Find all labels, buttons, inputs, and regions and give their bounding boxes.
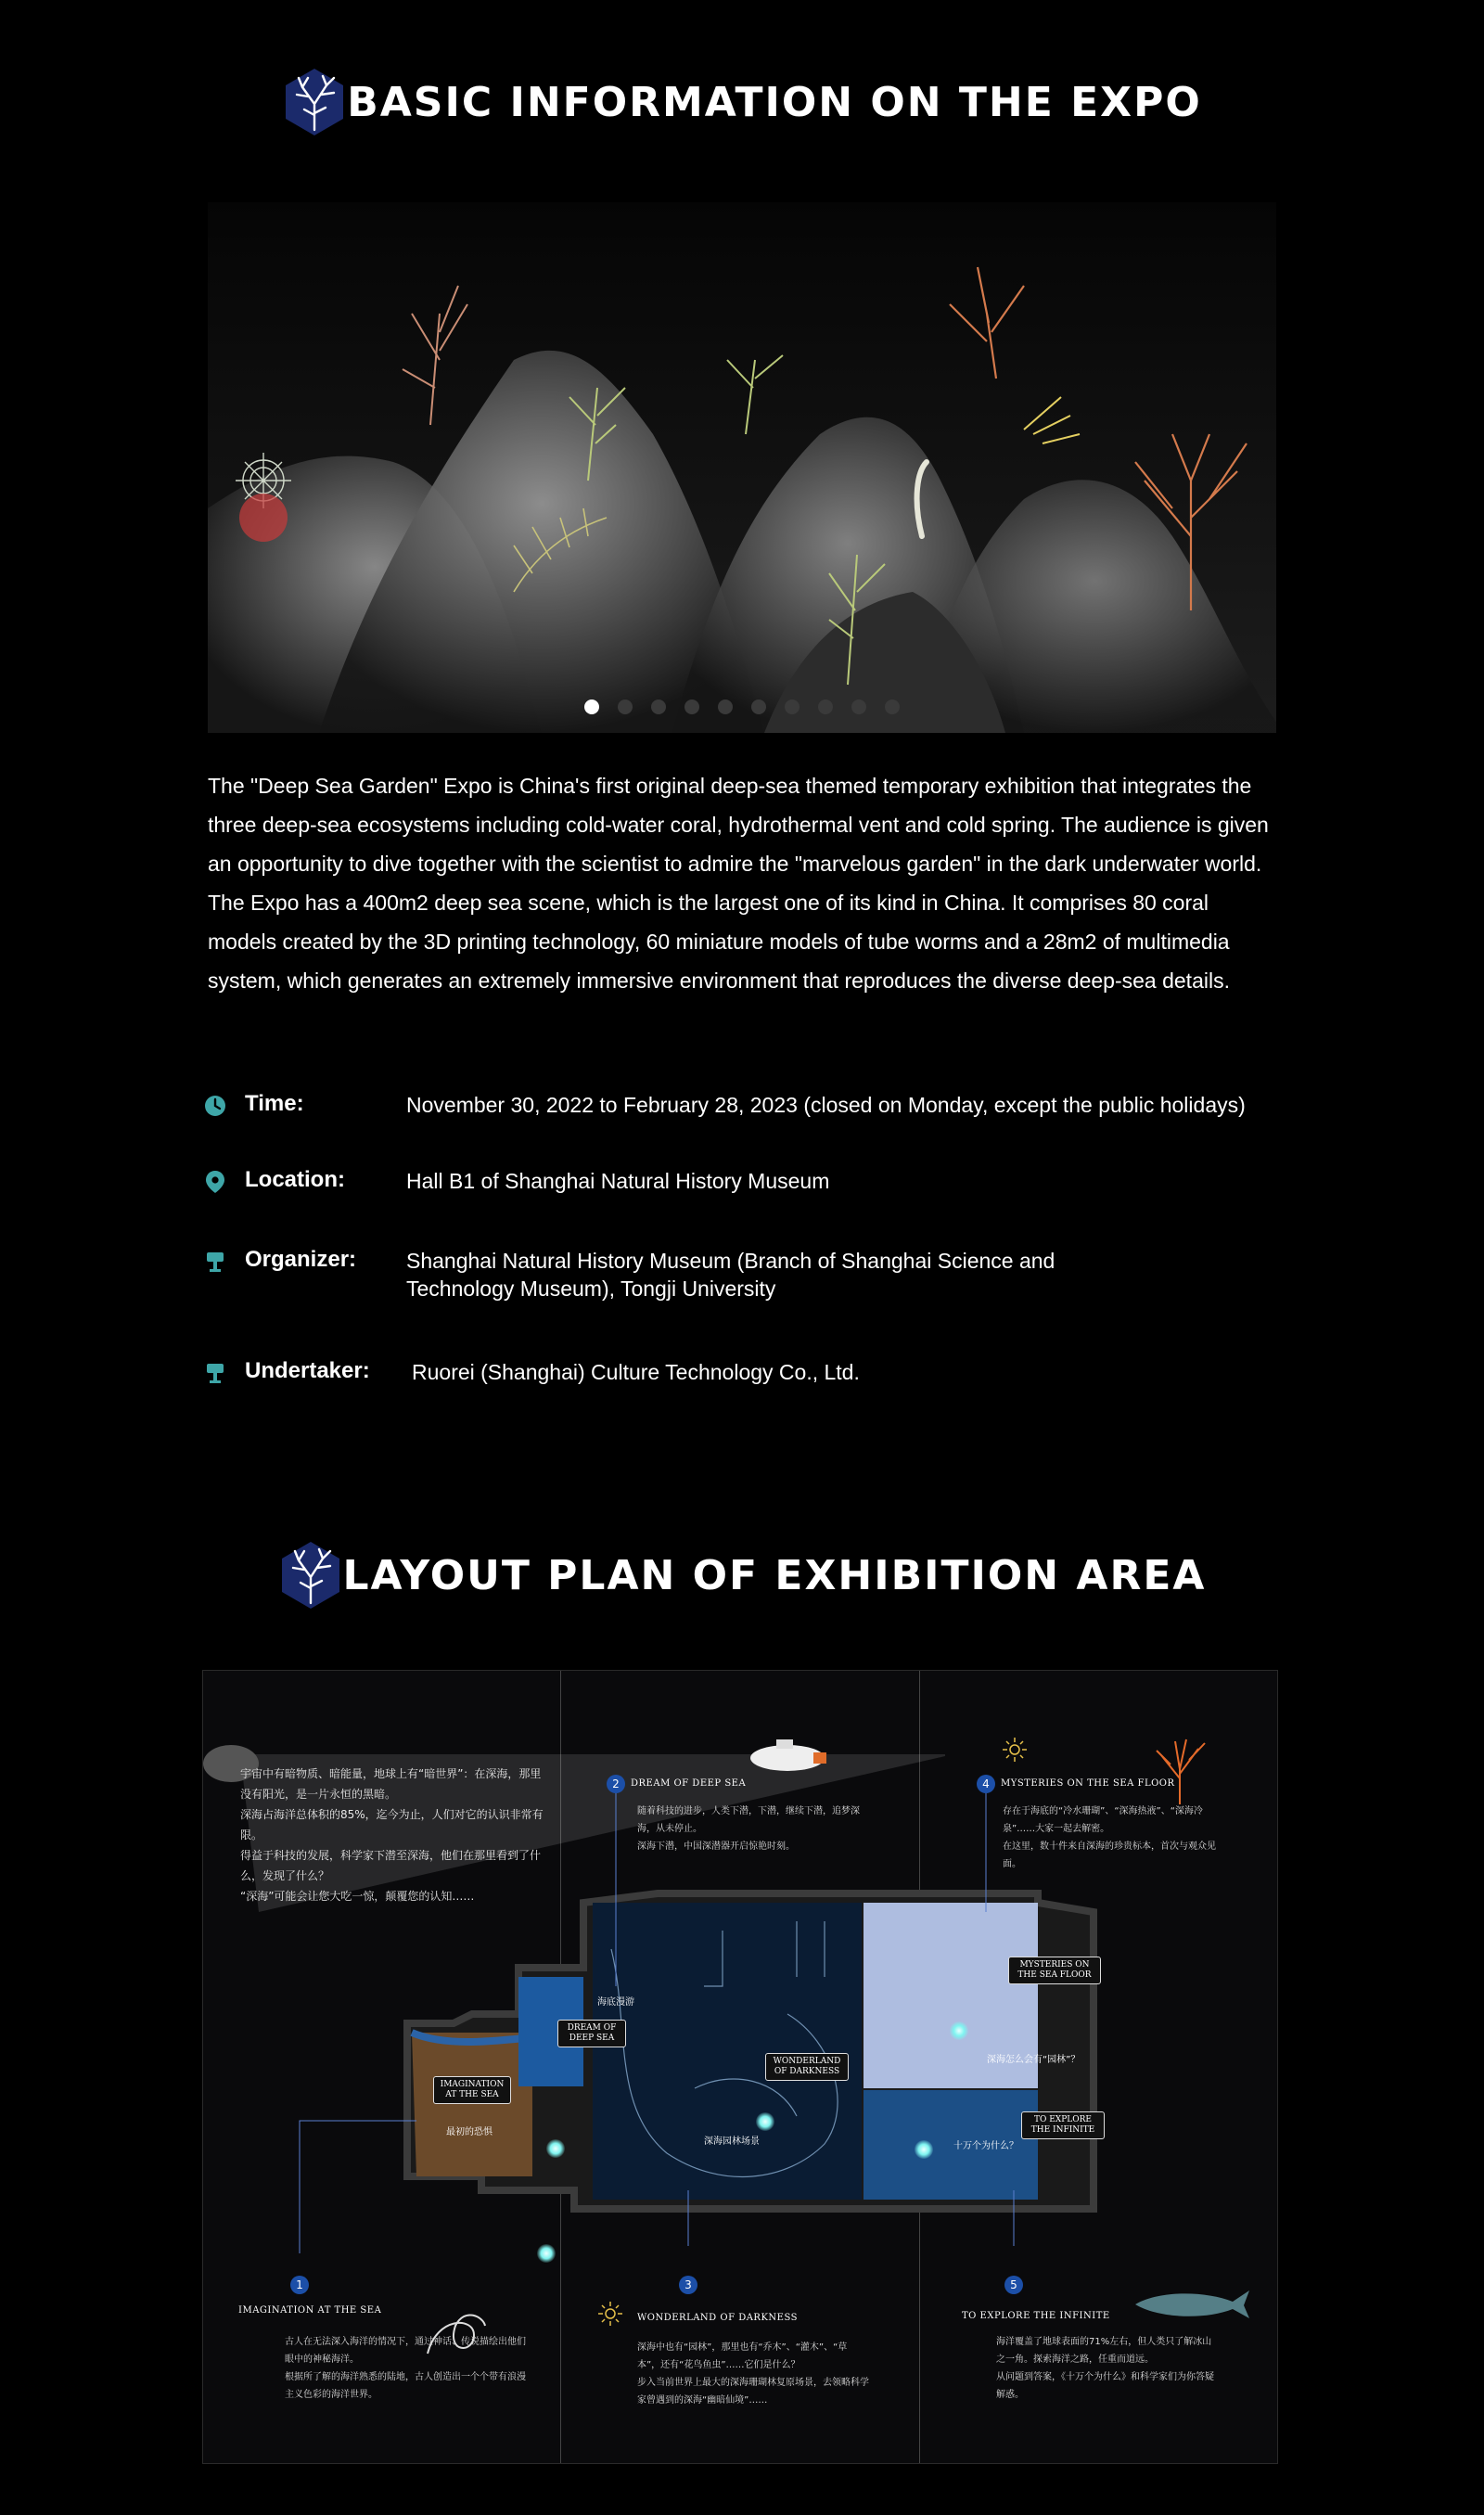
section-title-text: LAYOUT PLAN OF EXHIBITION AREA xyxy=(342,1551,1207,1599)
area-tag-explore: TO EXPLORE THE INFINITE xyxy=(1021,2111,1105,2139)
carousel-dot[interactable] xyxy=(651,699,666,714)
location-pin-icon xyxy=(202,1169,228,1195)
zone-text: 深海中也有“园林”，那里也有“乔木”、“灌木”、“草本”，还有“花鸟鱼虫”……它们是什么？ 步入当前世界上最大的深海珊瑚林复原场景，去领略科学家曾遇到的深海“幽暗仙境”…… xyxy=(637,2342,869,2406)
submarine-icon xyxy=(741,1732,834,1782)
hotspot-label: 十万个为什么？ xyxy=(953,2141,1018,2151)
clock-icon xyxy=(202,1093,228,1119)
info-value: Shanghai Natural History Museum (Branch of Shanghai Science and Technology Museum), Tongji University xyxy=(406,1249,1055,1301)
info-row-organizer xyxy=(202,1247,1130,1302)
info-row-undertaker xyxy=(202,1358,860,1386)
dragon-illustration-icon xyxy=(418,2298,493,2363)
info-label: Location: xyxy=(245,1167,345,1192)
carousel-dots xyxy=(208,699,1276,714)
info-row-location xyxy=(202,1167,829,1195)
zone-text: 海洋覆盖了地球表面的71%左右，但人类只了解冰山之一角。探索海洋之路，任重而道远。 从问题到答案，《十万个为什么》和科学家们为你答疑解惑。 xyxy=(996,2337,1214,2400)
area-tag-imagination: IMAGINATION AT THE SEA xyxy=(433,2076,511,2104)
info-value: Hall B1 of Shanghai Natural History Museum xyxy=(406,1169,830,1193)
zone-text: 随着科技的进步，人类下潜，下潜，继续下潜，追梦深海，从未停止。 深海下潜，中国深潜器开启惊艳时刻。 xyxy=(637,1806,860,1852)
carousel-dot[interactable] xyxy=(885,699,900,714)
hotspot-label: 深海怎么会有“园林”？ xyxy=(987,2055,1081,2065)
coral-badge-icon xyxy=(278,1540,343,1610)
info-label: Time: xyxy=(245,1091,304,1116)
area-tag-wonderland: WONDERLAND OF DARKNESS xyxy=(765,2053,849,2081)
section-title-text: BASIC INFORMATION ON THE EXPO xyxy=(347,78,1202,126)
carousel-image xyxy=(208,202,1276,733)
carousel-dot[interactable] xyxy=(684,699,699,714)
area-tag-dream: DREAM OF DEEP SEA xyxy=(557,2020,626,2047)
zone-title: DREAM OF DEEP SEA xyxy=(631,1778,747,1789)
organizer-icon xyxy=(202,1249,228,1275)
zone-text: 古人在无法深入海洋的情况下，通过神话、传说描绘出他们眼中的神秘海洋。 根据所了解的海洋熟悉的陆地，古人创造出一个个带有浪漫主义色彩的海洋世界。 xyxy=(285,2337,526,2400)
info-label: Organizer: xyxy=(245,1247,357,1272)
hotspot-label: 深海园林场景 xyxy=(704,2136,760,2147)
carousel-dot[interactable] xyxy=(618,699,633,714)
carousel-dot[interactable] xyxy=(818,699,833,714)
section-title-layout-plan xyxy=(0,1540,1484,1621)
zone-title: TO EXPLORE THE INFINITE xyxy=(962,2311,1110,2321)
zone-title: WONDERLAND OF DARKNESS xyxy=(637,2313,799,2323)
organizer-icon xyxy=(202,1360,228,1386)
zone-text: 存在于海底的“冷水珊瑚”、“深海热液”、“深海冷泉”……大家一起去解密。 在这里，数十件来自深海的珍贵标本，首次与观众见面。 xyxy=(1003,1806,1216,1869)
coral-badge-icon xyxy=(282,67,347,137)
zone-title: IMAGINATION AT THE SEA xyxy=(238,2305,382,2316)
sun-icon xyxy=(1001,1736,1029,1764)
carousel-dot[interactable] xyxy=(751,699,766,714)
zone-number: 2 xyxy=(607,1775,625,1793)
section-title-basic-info xyxy=(0,67,1484,148)
info-value: Ruorei (Shanghai) Culture Technology Co., Ltd. xyxy=(412,1360,860,1384)
info-value: November 30, 2022 to February 28, 2023 (closed on Monday, except the public holidays) xyxy=(406,1093,1246,1117)
layout-plan-map xyxy=(202,1670,1278,2464)
plan-intro-text: 宇宙中有暗物质、暗能量，地球上有“暗世界”：在深海，那里没有阳光，是一片永恒的黑暗。 深海占海洋总体积的85%，迄今为止，人们对它的认识非常有限。 得益于科技的发展，科学家下潜至深海，他们在那里看到了什么，发现了什么？ “深海”可能会让您大吃一惊，颠覆您的认知…… xyxy=(240,1767,544,1903)
zone-number: 3 xyxy=(679,2276,697,2294)
sun-icon xyxy=(596,2300,624,2328)
zone-number: 5 xyxy=(1004,2276,1023,2294)
zone-number: 1 xyxy=(290,2276,309,2294)
hotspot-label: 最初的恐惧 xyxy=(446,2127,493,2137)
carousel-dot[interactable] xyxy=(584,699,599,714)
zone-number: 4 xyxy=(977,1775,995,1793)
info-row-time xyxy=(202,1091,1246,1119)
carousel-dot[interactable] xyxy=(851,699,866,714)
carousel-dot[interactable] xyxy=(785,699,800,714)
image-carousel[interactable] xyxy=(208,202,1276,733)
area-tag-mysteries: MYSTERIES ON THE SEA FLOOR xyxy=(1008,1957,1101,1984)
carousel-dot[interactable] xyxy=(718,699,733,714)
shark-illustration-icon xyxy=(1131,2281,1251,2328)
coral-illustration-icon xyxy=(1147,1732,1212,1806)
info-label: Undertaker: xyxy=(245,1358,370,1383)
intro-paragraph: The "Deep Sea Garden" Expo is China's first original deep-sea themed temporary exhibition that integrates the three deep-sea ecosystems including cold-water coral, hydrothermal vent and cold spring. The audience is given an opportunity to dive together with the scientist to admire the "marvelous garden" in the dark underwater world. The Expo has a 400m2 deep sea scene, which is the largest one of its kind in China. It comprises 80 coral models created by the 3D printing technology, 60 miniature models of tube worms and a 28m2 of multimedia system, which generates an extremely immersive environment that reproduces the diverse deep-sea details. xyxy=(208,774,1269,993)
hotspot-label: 海底漫游 xyxy=(597,1997,634,2008)
zone-title: MYSTERIES ON THE SEA FLOOR xyxy=(1001,1778,1175,1789)
